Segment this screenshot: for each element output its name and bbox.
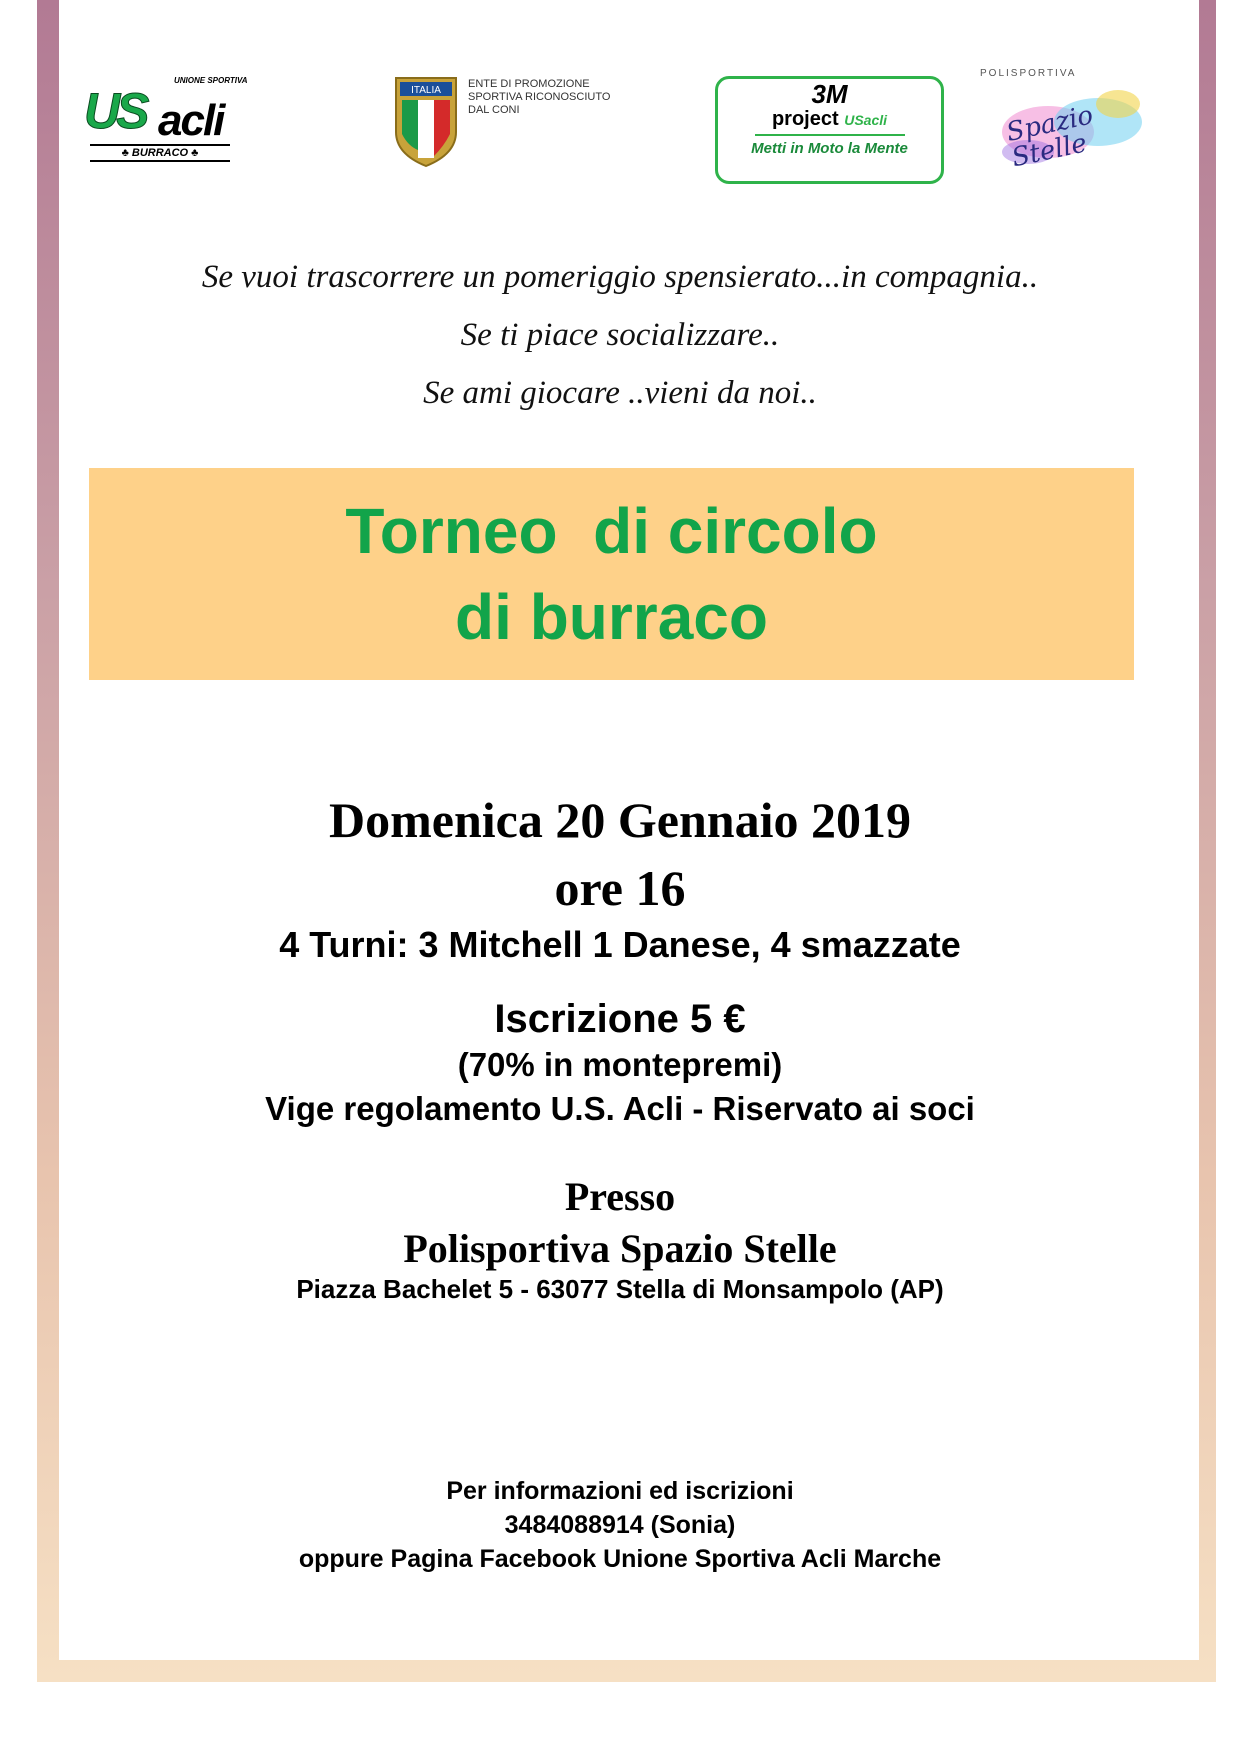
project-sub-logo: USacli xyxy=(844,112,888,128)
venue-name: Polisportiva Spazio Stelle xyxy=(403,1226,837,1271)
intro-line: Se vuoi trascorrere un pomeriggio spensierato...in compagnia.. xyxy=(201,259,1039,295)
event-rules: Vige regolamento U.S. Acli - Riservato ai soci xyxy=(265,1090,975,1127)
spazio-stelle-logo xyxy=(978,68,1162,178)
contact-facebook: oppure Pagina Facebook Unione Sportiva Acli Marche xyxy=(298,1545,942,1573)
stelle-name: Spazio Stelle xyxy=(1003,100,1096,174)
intro-text xyxy=(60,248,1180,422)
divider xyxy=(755,134,905,136)
coni-text: ENTE DI PROMOZIONE SPORTIVA RICONOSCIUTO DAL CONI xyxy=(468,78,611,116)
stelle-top-text: POLISPORTIVA xyxy=(980,68,1077,79)
venue-address: Piazza Bachelet 5 - 63077 Stella di Monsampolo (AP) xyxy=(296,1274,944,1304)
project-tagline: Metti in Moto la Mente xyxy=(751,140,908,157)
coni-logo xyxy=(394,76,614,168)
project-label: project USacli xyxy=(771,108,888,130)
event-rounds: 4 Turni: 3 Mitchell 1 Danese, 4 smazzate xyxy=(279,924,961,965)
shield-text: ITALIA xyxy=(411,85,441,96)
event-time: ore 16 xyxy=(554,860,686,916)
us-acli-burraco-logo xyxy=(84,76,248,168)
3m-project-logo xyxy=(715,76,944,184)
logo-burraco-text: ♣ BURRACO ♣ xyxy=(90,144,230,162)
logo-acli-text: acli xyxy=(158,96,224,145)
contact-info: Per informazioni ed iscrizioni xyxy=(446,1477,794,1505)
logo-top-text: UNIONE SPORTIVA xyxy=(174,76,248,85)
tournament-title: Torneo di circolo di burraco xyxy=(345,495,878,653)
intro-line: Se ami giocare ..vieni da noi.. xyxy=(423,375,817,411)
contact-phone: 3484088914 (Sonia) xyxy=(504,1511,736,1539)
title-banner xyxy=(89,468,1134,680)
event-fee: Iscrizione 5 € xyxy=(494,997,746,1041)
event-prize: (70% in montepremi) xyxy=(457,1046,783,1083)
3m-brand: 3M xyxy=(811,79,848,109)
venue-label: Presso xyxy=(564,1174,676,1219)
event-date: Domenica 20 Gennaio 2019 xyxy=(329,792,911,848)
logo-us-text: US xyxy=(84,83,146,139)
intro-line: Se ti piace socializzare.. xyxy=(460,317,780,353)
italia-shield-icon xyxy=(394,76,458,168)
